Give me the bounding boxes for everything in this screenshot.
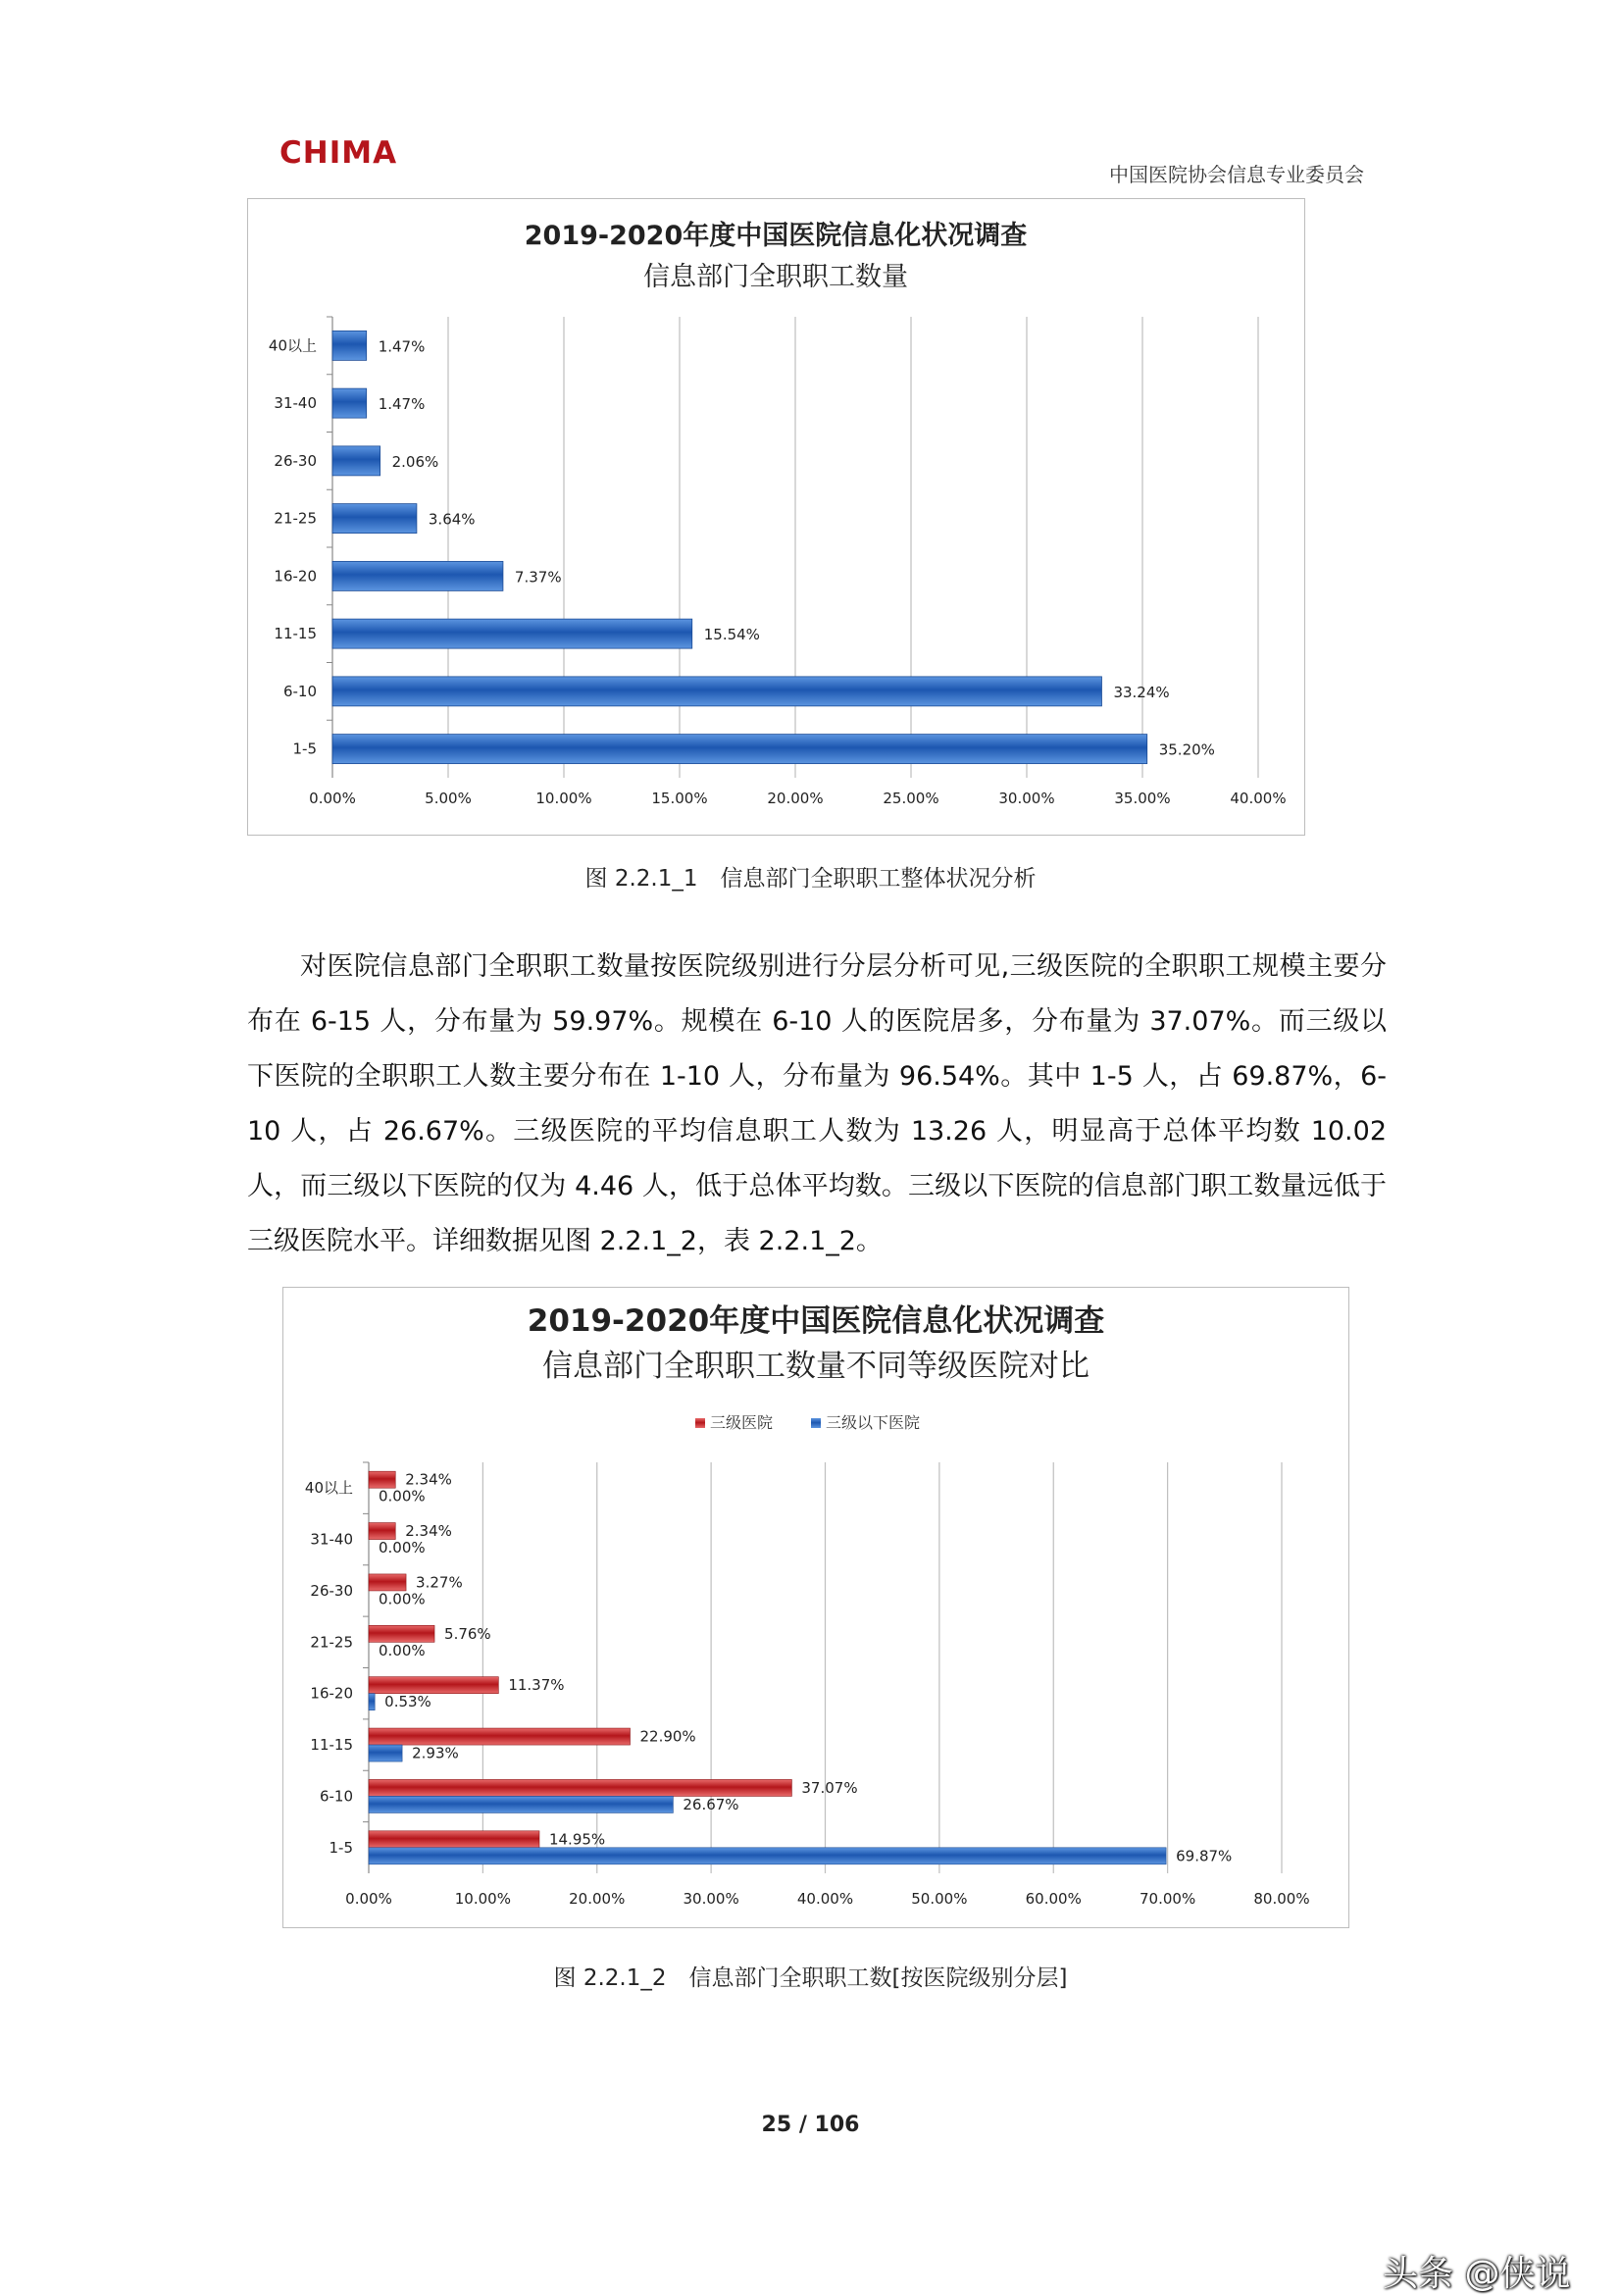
chart-2-data-label: 2.34%	[405, 1470, 452, 1489]
chart-2-data-label: 26.67%	[683, 1795, 739, 1813]
chart-1-title-line-1: 2019-2020年度中国医院信息化状况调查	[524, 221, 1028, 251]
chart-1-bar	[332, 331, 367, 360]
chart-2-bar-tertiary	[369, 1831, 539, 1848]
chart-1-bar	[332, 388, 367, 418]
chart-2-category-label: 16-20	[310, 1684, 353, 1703]
chart-1-title-line-2: 信息部门全职职工数量	[643, 262, 908, 292]
chart-2-data-label: 5.76%	[444, 1624, 491, 1643]
chart-1-bar	[332, 504, 417, 534]
chart-1-bar	[332, 677, 1101, 706]
figure-1-caption: 图 2.2.1_1 信息部门全职职工整体状况分析	[584, 866, 1037, 892]
chart-2-x-tick-label: 0.00%	[345, 1890, 392, 1908]
chart-2-x-tick-label: 60.00%	[1025, 1890, 1082, 1908]
chart-1	[248, 199, 1304, 835]
chart-2-legend-label: 三级以下医院	[826, 1413, 921, 1432]
chart-2-frame	[282, 1287, 1349, 1928]
chart-2-x-tick-label: 10.00%	[454, 1890, 511, 1908]
chart-2-category-label: 6-10	[319, 1787, 353, 1806]
chart-2-bar-tertiary	[369, 1574, 406, 1591]
chart-2-x-tick-label: 80.00%	[1253, 1890, 1310, 1908]
chart-1-x-tick-label: 10.00%	[535, 790, 592, 807]
chart-1-x-tick-label: 5.00%	[425, 790, 472, 807]
chart-2-bar-tertiary	[369, 1625, 434, 1642]
chart-2-data-label: 69.87%	[1176, 1847, 1233, 1865]
chart-1-category-label: 16-20	[274, 567, 317, 586]
chart-2-category-label: 26-30	[310, 1581, 353, 1600]
chart-2-data-label: 37.07%	[801, 1778, 858, 1797]
chart-2-data-label: 0.00%	[379, 1590, 426, 1608]
chart-2-data-label: 0.53%	[384, 1693, 431, 1711]
chart-2-title-line-2: 信息部门全职职工数量不同等级医院对比	[542, 1349, 1089, 1384]
chart-2-legend-swatch	[811, 1418, 821, 1428]
chart-1-x-tick-label: 40.00%	[1230, 790, 1287, 807]
chart-2-data-label: 11.37%	[508, 1676, 565, 1695]
chart-1-data-label: 7.37%	[514, 568, 562, 587]
chart-1-bar	[332, 735, 1147, 764]
chart-2-data-label: 14.95%	[548, 1830, 606, 1849]
chart-1-category-label: 21-25	[274, 509, 317, 528]
chart-1-x-tick-label: 35.00%	[1114, 790, 1171, 807]
chart-2-data-label: 2.34%	[405, 1522, 452, 1541]
chart-2-bar-tertiary	[369, 1779, 791, 1796]
chart-1-x-tick-label: 0.00%	[309, 790, 356, 807]
body-paragraph	[247, 940, 1387, 1269]
chart-1-x-tick-label: 20.00%	[767, 790, 824, 807]
chart-2-category-label: 11-15	[310, 1736, 353, 1755]
chart-2-bar-tertiary	[369, 1471, 395, 1488]
chart-1-bar	[332, 561, 503, 590]
chart-1-bar	[332, 619, 692, 648]
chart-1-data-label: 1.47%	[378, 395, 426, 414]
chart-1-category-label: 1-5	[292, 740, 317, 758]
chart-2-bar-tertiary	[369, 1677, 498, 1694]
chart-2-title-line-1: 2019-2020年度中国医院信息化状况调查	[527, 1303, 1105, 1339]
chart-1-data-label: 3.64%	[428, 510, 476, 529]
chart-2	[283, 1288, 1348, 1927]
body-text: 对医院信息部门全职职工数量按医院级别进行分层分析可见,三级医院的全职职工规模主要分布在 6-15 人，分布量为 59.97%。规模在 6-10 人的医院居多，分布量为 37.07%。而三级以下医院的全职职工人数主要分布在 1-10 人，分布量为 96.54%。其中 1-5 人，占 69.87%，6-10 人，占 26.67%。三级医院的平均信息职工人数为 13.26 人，明显高于总体平均数 10.02 人，而三级以下医院的仅为 4.46 人，低于总体平均数。三级以下医院的信息部门职工数量远低于三级医院水平。详细数据见图 2.2.1_2，表 2.2.1_2。	[247, 951, 1387, 1256]
chart-2-bar-below-tertiary	[369, 1694, 375, 1710]
chart-2-category-label: 1-5	[329, 1838, 353, 1857]
chart-2-bar-tertiary	[369, 1523, 395, 1540]
figure-2-caption: 图 2.2.1_2 信息部门全职职工数[按医院级别分层]	[553, 1965, 1068, 1991]
chart-2-data-label: 2.93%	[412, 1744, 459, 1762]
chart-1-data-label: 2.06%	[391, 452, 439, 471]
chart-2-data-label: 0.00%	[379, 1487, 426, 1505]
chart-1-x-tick-label: 25.00%	[883, 790, 939, 807]
chart-1-frame	[247, 198, 1305, 836]
chart-1-data-label: 1.47%	[378, 337, 426, 356]
chart-1-category-label: 40以上	[268, 336, 317, 355]
chart-2-bar-below-tertiary	[369, 1796, 673, 1812]
chart-2-data-label: 22.90%	[639, 1727, 696, 1746]
chart-2-x-tick-label: 40.00%	[796, 1890, 854, 1908]
chart-2-bar-below-tertiary	[369, 1848, 1166, 1864]
chart-2-legend-swatch	[695, 1418, 705, 1428]
chart-1-data-label: 33.24%	[1113, 683, 1170, 701]
chart-2-category-label: 40以上	[304, 1479, 353, 1498]
org-name: 中国医院协会信息专业委员会	[1109, 163, 1364, 186]
chart-2-bar-below-tertiary	[369, 1745, 402, 1761]
chart-1-x-tick-label: 15.00%	[651, 790, 708, 807]
chart-2-x-tick-label: 30.00%	[683, 1890, 739, 1908]
chart-2-data-label: 0.00%	[379, 1539, 426, 1557]
chart-2-category-label: 31-40	[310, 1530, 353, 1549]
chart-2-bar-tertiary	[369, 1728, 630, 1745]
chart-1-data-label: 35.20%	[1158, 740, 1215, 759]
chart-1-category-label: 31-40	[274, 394, 317, 413]
chart-1-category-label: 6-10	[282, 682, 317, 700]
chart-2-x-tick-label: 50.00%	[911, 1890, 968, 1908]
chart-2-data-label: 3.27%	[416, 1573, 463, 1592]
chart-2-category-label: 21-25	[310, 1633, 353, 1652]
chart-2-legend-label: 三级医院	[710, 1413, 774, 1432]
chart-2-data-label: 0.00%	[379, 1641, 426, 1659]
chart-1-category-label: 11-15	[274, 625, 317, 643]
chart-1-data-label: 15.54%	[703, 626, 760, 644]
chart-2-x-tick-label: 20.00%	[569, 1890, 626, 1908]
chart-1-category-label: 26-30	[274, 451, 317, 470]
page-number: 25 / 106	[761, 2113, 860, 2137]
chart-1-bar	[332, 446, 380, 476]
chart-2-x-tick-label: 70.00%	[1140, 1890, 1196, 1908]
watermark: 头条 @侠说	[1383, 2254, 1571, 2294]
chima-logo: CHIMA	[279, 135, 398, 171]
chart-1-x-tick-label: 30.00%	[998, 790, 1055, 807]
